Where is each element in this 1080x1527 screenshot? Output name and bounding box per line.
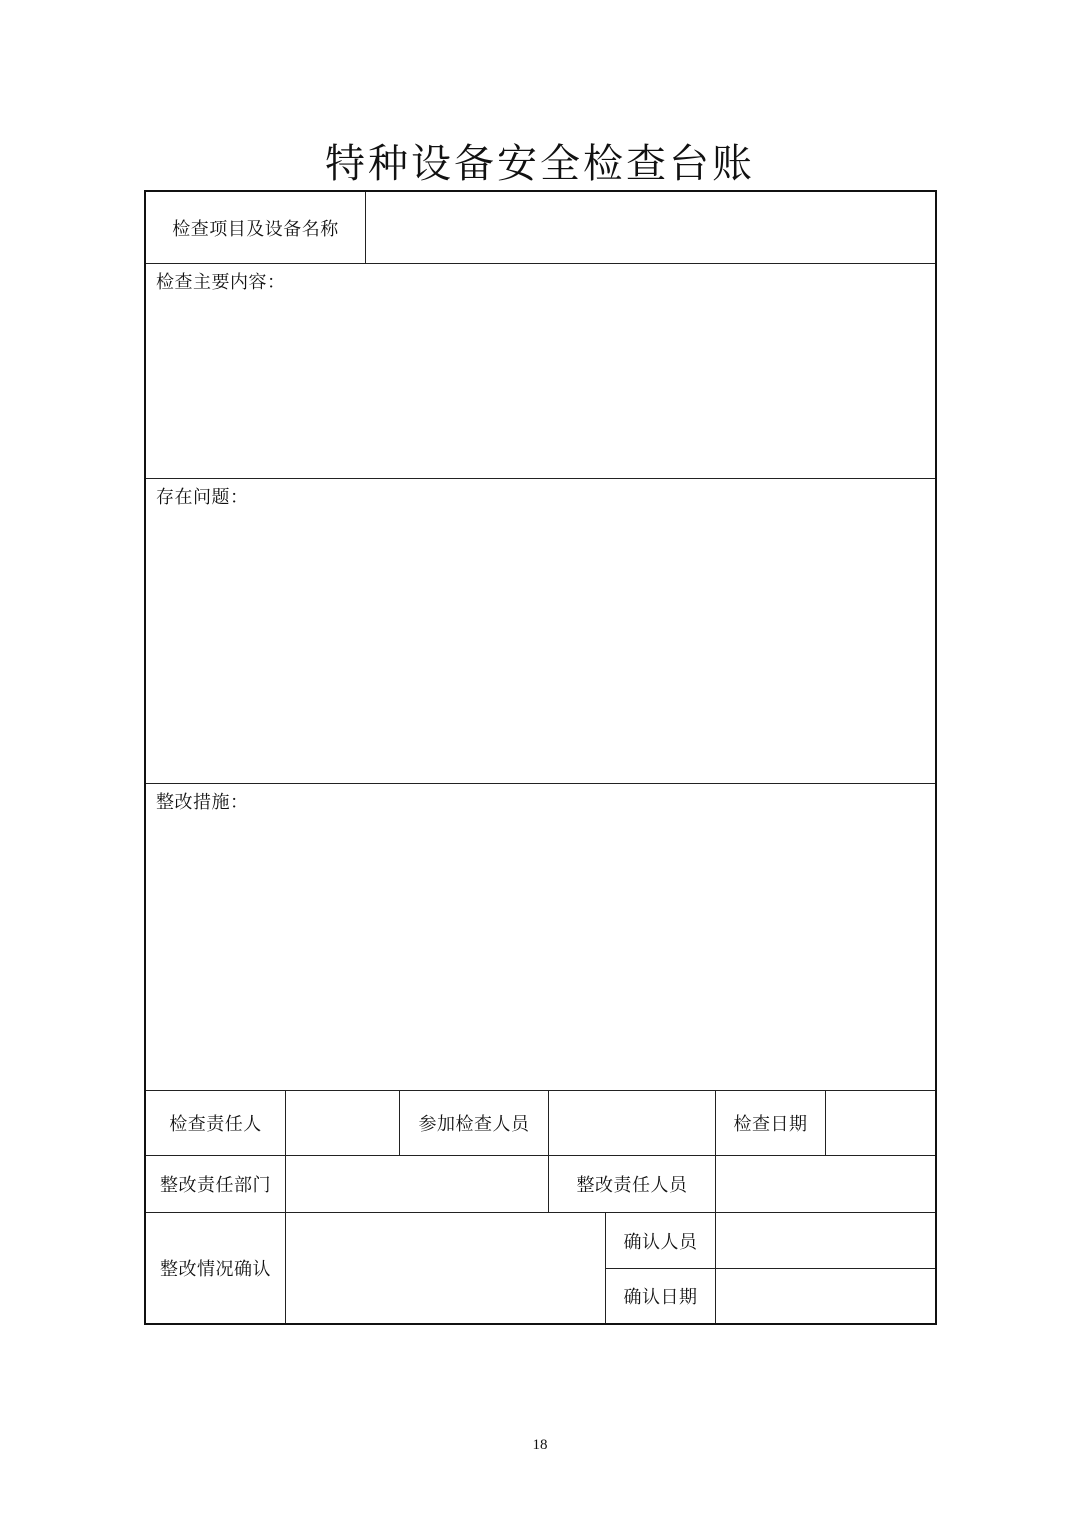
inspection-ledger-table bbox=[144, 190, 937, 1325]
equipment-name-label: 检查项目及设备名称 bbox=[172, 218, 339, 240]
confirm-date-label: 确认日期 bbox=[623, 1287, 698, 1308]
measures-label: 整改措施： bbox=[156, 792, 249, 813]
rectify-dept-label: 整改责任部门 bbox=[160, 1175, 271, 1196]
inspector-field[interactable] bbox=[286, 1091, 399, 1155]
problems-label: 存在问题： bbox=[156, 487, 249, 508]
rectify-person-label: 整改责任人员 bbox=[576, 1175, 688, 1196]
confirm-person-label: 确认人员 bbox=[623, 1231, 698, 1253]
participants-field[interactable] bbox=[549, 1091, 715, 1155]
check-date-field[interactable] bbox=[826, 1091, 935, 1155]
form-title: 特种设备安全检查台账 bbox=[325, 141, 755, 187]
confirm-date-field[interactable] bbox=[716, 1269, 935, 1323]
main-content-label: 检查主要内容： bbox=[156, 272, 286, 293]
participants-label: 参加检查人员 bbox=[418, 1114, 530, 1135]
rectify-confirm-field[interactable] bbox=[286, 1213, 605, 1323]
row-divider bbox=[146, 783, 935, 784]
equipment-name-field[interactable] bbox=[366, 192, 935, 263]
problems-field[interactable] bbox=[146, 517, 935, 783]
rectify-confirm-label: 整改情况确认 bbox=[160, 1259, 271, 1280]
row-divider bbox=[146, 263, 935, 264]
confirm-person-field[interactable] bbox=[716, 1213, 935, 1268]
row-divider bbox=[146, 478, 935, 479]
main-content-field[interactable] bbox=[146, 302, 935, 478]
page-number: 18 bbox=[532, 1437, 548, 1453]
rectify-person-field[interactable] bbox=[716, 1156, 935, 1212]
measures-field[interactable] bbox=[146, 822, 935, 1090]
inspector-label: 检查责任人 bbox=[169, 1114, 262, 1135]
check-date-label: 检查日期 bbox=[733, 1114, 808, 1135]
rectify-dept-field[interactable] bbox=[286, 1156, 548, 1212]
